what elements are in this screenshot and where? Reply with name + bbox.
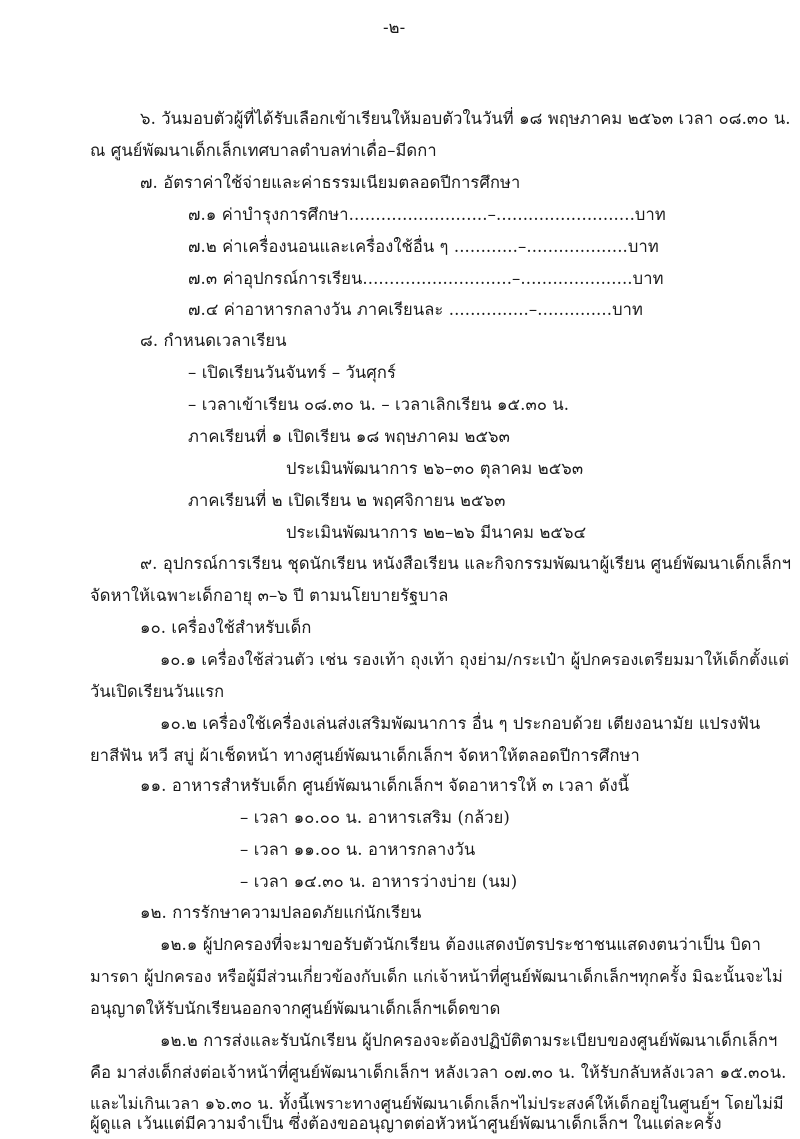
section-6-line-1: ๖. วันมอบตัวผู้ที่ได้รับเลือกเข้าเรียนให้มอบตัวในวันที่ ๑๘ พฤษภาคม ๒๕๖๓ เวลา ๐๘.๓๐ น. bbox=[140, 109, 791, 128]
meal-time-2: – เวลา ๑๑.๐๐ น. อาหารกลางวัน bbox=[240, 840, 476, 859]
term-1-open: ภาคเรียนที่ ๑ เปิดเรียน ๑๘ พฤษภาคม ๒๕๖๓ bbox=[188, 427, 510, 446]
section-10-heading: ๑๐. เครื่องใช้สำหรับเด็ก bbox=[140, 618, 312, 637]
item-10-2-line-2: ยาสีฟัน หวี สบู่ ผ้าเช็ดหน้า ทางศูนย์พัฒนาเด็กเล็กฯ จัดหาให้ตลอดปีการศึกษา bbox=[90, 746, 640, 765]
meal-time-3: – เวลา ๑๔.๓๐ น. อาหารว่างบ่าย (นม) bbox=[240, 872, 518, 891]
section-6-line-2: ณ ศูนย์พัฒนาเด็กเล็กเทศบาลตำบลท่าเดื่อ–มีดกา bbox=[90, 141, 437, 160]
item-12-2-line-3: และไม่เกินเวลา ๑๖.๓๐ น. ทั้งนี้เพราะทางศูนย์พัฒนาเด็กเล็กฯไม่ประสงค์ให้เด็กอยู่ในศูนย์ฯ โดยไม่มี bbox=[90, 1094, 784, 1113]
item-12-2-line-2: คือ มาส่งเด็กส่งต่อเจ้าหน้าที่ศูนย์พัฒนาเด็กเล็กฯ หลังเวลา ๐๗.๓๐ น. ให้รับกลับหลังเวลา ๑๕.๓๐น. bbox=[90, 1063, 787, 1082]
item-10-1-line-2: วันเปิดเรียนวันแรก bbox=[90, 682, 225, 701]
term-1-assessment: ประเมินพัฒนาการ ๒๖–๓๐ ตุลาคม ๒๕๖๓ bbox=[286, 459, 584, 478]
fee-item-7-1: ๗.๑ ค่าบำรุงการศึกษา..........................–..........................บาท bbox=[188, 205, 666, 224]
item-10-2-line-1: ๑๐.๒ เครื่องใช้เครื่องเล่นส่งเสริมพัฒนาการ อื่น ๆ ประกอบด้วย เตียงอนามัย แปรงฟัน bbox=[160, 714, 761, 733]
section-7-heading: ๗. อัตราค่าใช้จ่ายและค่าธรรมเนียมตลอดปีการศึกษา bbox=[140, 173, 521, 192]
item-12-1-line-2: มารดา ผู้ปกครอง หรือผู้มีส่วนเกี่ยวข้องกับเด็ก แก่เจ้าหน้าที่ศูนย์พัฒนาเด็กเล็กฯทุกครั้ง มิฉะนั้นจะไม่ bbox=[90, 967, 783, 986]
item-12-1-line-3: อนุญาตให้รับนักเรียนออกจากศูนย์พัฒนาเด็กเล็กฯเด็ดขาด bbox=[90, 999, 501, 1018]
fee-item-7-4: ๗.๔ ค่าอาหารกลางวัน ภาคเรียนละ ...............–..............บาท bbox=[188, 300, 643, 319]
fee-item-7-2: ๗.๒ ค่าเครื่องนอนและเครื่องใช้อื่น ๆ ............–...................บาท bbox=[188, 237, 659, 256]
section-9-line-1: ๙. อุปกรณ์การเรียน ชุดนักเรียน หนังสือเรียน และกิจกรรมพัฒนาผู้เรียน ศูนย์พัฒนาเด็กเล็กฯ bbox=[140, 554, 792, 573]
section-11-heading: ๑๑. อาหารสำหรับเด็ก ศูนย์พัฒนาเด็กเล็กฯ จัดอาหารให้ ๓ เวลา ดังนี้ bbox=[140, 776, 630, 795]
term-2-assessment: ประเมินพัฒนาการ ๒๒–๒๖ มีนาคม ๒๕๖๔ bbox=[286, 523, 587, 542]
item-12-2-line-4: ผู้ดูแล เว้นแต่มีความจำเป็น ซึ่งต้องขออนุญาตต่อหัวหน้าศูนย์พัฒนาเด็กเล็กฯ ในแต่ละครั้ง bbox=[90, 1114, 722, 1133]
section-8-heading: ๘. กำหนดเวลาเรียน bbox=[140, 331, 287, 350]
meal-time-1: – เวลา ๑๐.๐๐ น. อาหารเสริม (กล้วย) bbox=[240, 808, 510, 827]
page-number: -๒- bbox=[383, 18, 406, 37]
schedule-hours: – เวลาเข้าเรียน ๐๘.๓๐ น. – เวลาเลิกเรียน ๑๕.๓๐ น. bbox=[188, 395, 570, 414]
item-10-1-line-1: ๑๐.๑ เครื่องใช้ส่วนตัว เช่น รองเท้า ถุงเท้า ถุงย่าม/กระเป๋า ผู้ปกครองเตรียมมาให้เด็กตั้งแต่ bbox=[160, 650, 789, 669]
schedule-days: – เปิดเรียนวันจันทร์ – วันศุกร์ bbox=[188, 363, 396, 382]
section-9-line-2: จัดหาให้เฉพาะเด็กอายุ ๓–๖ ปี ตามนโยบายรัฐบาล bbox=[90, 586, 449, 605]
term-2-open: ภาคเรียนที่ ๒ เปิดเรียน ๒ พฤศจิกายน ๒๕๖๓ bbox=[188, 491, 506, 510]
section-12-heading: ๑๒. การรักษาความปลอดภัยแก่นักเรียน bbox=[140, 903, 422, 922]
item-12-1-line-1: ๑๒.๑ ผู้ปกครองที่จะมาขอรับตัวนักเรียน ต้องแสดงบัตรประชาชนแสดงตนว่าเป็น บิดา bbox=[160, 935, 761, 954]
item-12-2-line-1: ๑๒.๒ การส่งและรับนักเรียน ผู้ปกครองจะต้องปฏิบัติตามระเบียบของศูนย์พัฒนาเด็กเล็กฯ bbox=[160, 1031, 778, 1050]
fee-item-7-3: ๗.๓ ค่าอุปกรณ์การเรียน............................–.....................บาท bbox=[188, 269, 664, 288]
